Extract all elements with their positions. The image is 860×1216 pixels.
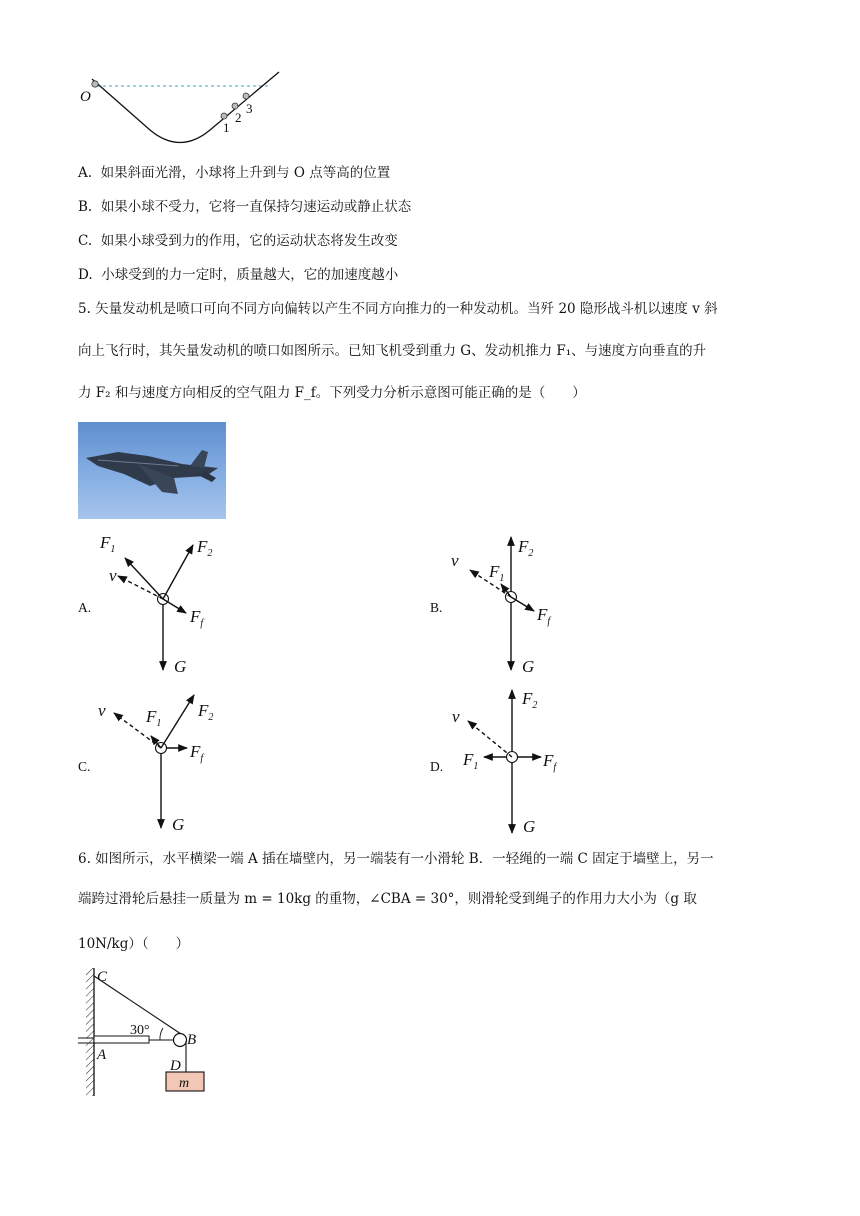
q5-d-label-ff: $F_f$ (543, 751, 557, 773)
q5-b-label-f1: $F_1$ (489, 562, 505, 584)
q4-ball-label-1: 1 (223, 120, 230, 135)
q5-d-label-f2: $F_2$ (522, 689, 538, 711)
q6-label-d: D (170, 1058, 181, 1074)
q5-c-label-v: v (98, 701, 106, 720)
q6-stem-line-3: 10N/kg）（ ） (78, 936, 190, 952)
q5-a-label-v: v (109, 566, 117, 585)
q5-d-label-g: G (523, 817, 536, 836)
q6-label-c: C (97, 969, 108, 985)
q5-a-label-ff: $F_f$ (190, 607, 204, 629)
q4-option-d-text: 小球受到的力一定时，质量越大，它的加速度越小 (101, 267, 399, 283)
q5-stem-line-1: 5. 矢量发动机是喷口可向不同方向偏转以产生不同方向推力的一种发动机。当歼 20 隐形战斗机以速度 v 斜 (78, 301, 718, 317)
q5-c-label-ff: $F_f$ (190, 742, 204, 764)
q5-b-label-f2: $F_2$ (518, 537, 534, 559)
q6-wall-hatch (86, 968, 94, 1096)
q6-angle-arc (160, 1028, 163, 1040)
q5-d-label-f1: $F_1$ (463, 750, 479, 772)
q4-option-b-letter: B. (78, 199, 93, 215)
q4-option-c-text: 如果小球受到力的作用，它的运动状态将发生改变 (100, 233, 398, 249)
q4-option-a-text: 如果斜面光滑，小球将上升到与 O 点等高的位置 (100, 165, 391, 181)
q5-a-label-f1: $F_1$ (100, 533, 116, 555)
q4-ball-label-3: 3 (246, 101, 253, 116)
q5-a-label-g: G (174, 657, 187, 676)
q4-option-c-letter: C. (78, 233, 93, 249)
q4-origin-label: O (80, 89, 91, 105)
q5-option-d-letter: D. (430, 759, 444, 774)
q5-b-label-g: G (522, 657, 535, 676)
q5-c-label-f1: $F_1$ (146, 707, 162, 729)
q4-option-d-letter: D. (78, 267, 93, 283)
q4-option-b-text: 如果小球不受力，它将一直保持匀速运动或静止状态 (100, 199, 412, 215)
q5-c-label-g: G (172, 815, 185, 834)
q5-option-b-letter: B. (430, 600, 443, 615)
q5-option-a-letter: A. (78, 600, 92, 615)
q6-pulley (174, 1034, 187, 1047)
q5-b-label-ff: $F_f$ (537, 605, 551, 627)
q5-option-c-letter: C. (78, 759, 91, 774)
q5-stem-line-3: 力 F₂ 和与速度方向相反的空气阻力 F_f。下列受力分析示意图可能正确的是（ ） (78, 385, 586, 401)
q6-label-a: A (97, 1047, 107, 1063)
q4-ball-label-2: 2 (235, 110, 242, 125)
q6-stem-line-2: 端跨过滑轮后悬挂一质量为 m = 10kg 的重物，∠CBA = 30°，则滑轮受到绳子的作用力大小为（g 取 (78, 891, 697, 907)
q5-b-label-v: v (451, 551, 459, 570)
q6-angle-label: 30° (130, 1023, 150, 1038)
q5-c-label-f2: $F_2$ (198, 701, 214, 723)
q6-label-b: B (187, 1032, 197, 1048)
q4-option-a-letter: A. (78, 165, 93, 181)
q5-d-label-v: v (452, 707, 460, 726)
q6-stem-line-1: 6. 如图所示，水平横梁一端 A 插在墙壁内，另一端装有一小滑轮 B．一轻绳的一端 C 固定于墙壁上，另一 (78, 851, 714, 867)
q5-a-label-f2: $F_2$ (197, 537, 213, 559)
q5-stem-line-2: 向上飞行时，其矢量发动机的喷口如图所示。已知飞机受到重力 G、发动机推力 F₁、与速度方向垂直的升 (78, 343, 707, 359)
q6-mass-label: m (179, 1076, 190, 1091)
